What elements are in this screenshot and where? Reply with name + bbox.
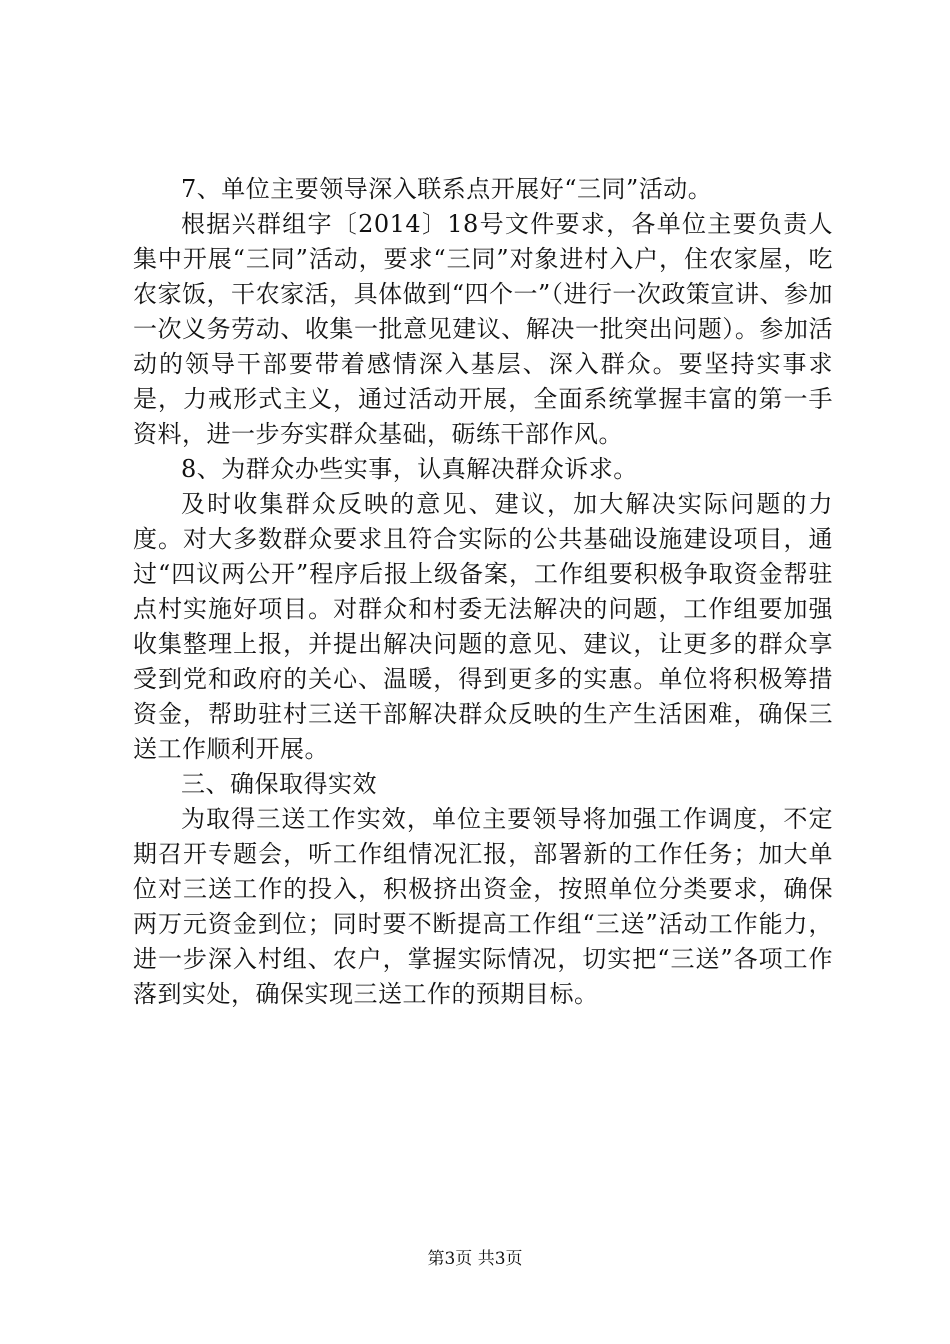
paragraph-item-8-heading: 8、为群众办些实事，认真解决群众诉求。	[181, 455, 638, 483]
paragraph-item-8-body: 及时收集群众反映的意见、建议，加大解决实际问题的力度。对大多数群众要求且符合实际的公共基础设施建设项目，通过“四议两公开”程序后报上级备案，工作组要积极争取资金帮驻点村实施好项目。对群众和村委无法解决的问题，工作组要加强收集整理上报，并提出解决问题的意见、建议，让更多的群众享受到党和政府的关心、温暖，得到更多的实惠。单位将积极筹措资金，帮助驻村三送干部解决群众反映的生产生活困难，确保三送工作顺利开展。	[133, 490, 833, 763]
section-heading-results: 三、确保取得实效	[181, 770, 377, 798]
paragraph-item-7-body: 根据兴群组字〔2014〕18号文件要求，各单位主要负责人集中开展“三同”活动，要求“三同”对象进村入户，住农家屋，吃农家饭，干农家活，具体做到“四个一”（进行一次政策宣讲、参加一次义务劳动、收集一批意见建议、解决一批突出问题）。参加活动的领导干部要带着感情深入基层、深入群众。要坚持实事求是，力戒形式主义，通过活动开展，全面系统掌握丰富的第一手资料，进一步夯实群众基础，砺练干部作风。	[133, 210, 833, 448]
page-number-footer: 第3页 共3页	[427, 1249, 523, 1269]
paragraph-results-body: 为取得三送工作实效，单位主要领导将加强工作调度，不定期召开专题会，听工作组情况汇报，部署新的工作任务；加大单位对三送工作的投入，积极挤出资金，按照单位分类要求，确保两万元资金到位；同时要不断提高工作组“三送”活动工作能力，进一步深入村组、农户，掌握实际情况，切实把“三送”各项工作落到实处，确保实现三送工作的预期目标。	[133, 805, 833, 1008]
paragraph-item-7-heading: 7、单位主要领导深入联系点开展好“三同”活动。	[181, 175, 713, 203]
document-body	[133, 172, 833, 1012]
